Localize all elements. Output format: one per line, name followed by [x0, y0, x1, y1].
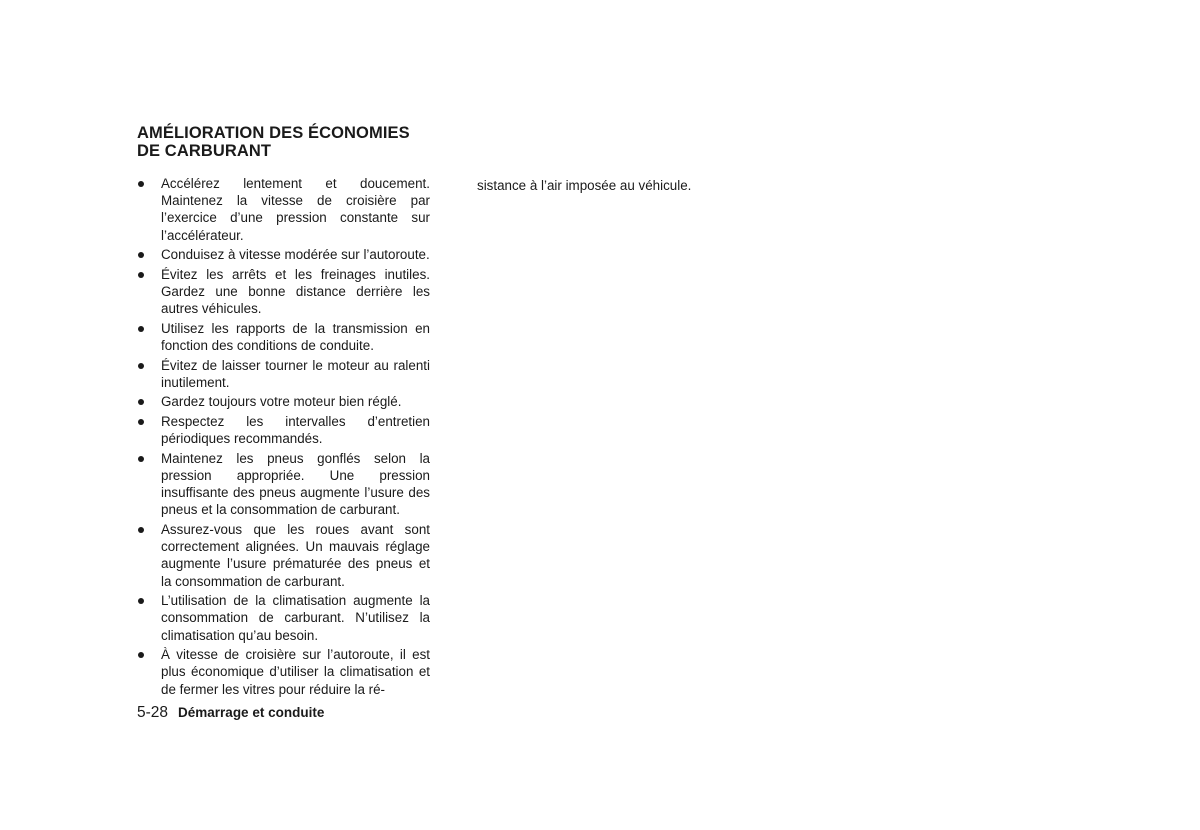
bullet-icon	[138, 399, 144, 405]
list-item	[137, 450, 430, 519]
bullet-icon	[138, 252, 144, 258]
list-item	[137, 246, 430, 263]
list-item	[137, 521, 430, 590]
footer-section-title: Démarrage et conduite	[178, 705, 325, 720]
list-item	[137, 175, 430, 244]
list-item-text: L’utilisation de la climatisation augmente la consommation de carburant. N’utilisez la climatisation qu’au besoin.	[161, 593, 430, 643]
bullet-icon	[138, 527, 144, 533]
bullet-list	[137, 175, 430, 700]
list-item-text: Accélérez lentement et doucement. Maintenez la vitesse de croisière par l’exercice d’une pression constante sur l’accélérateur.	[161, 176, 430, 243]
list-item	[137, 320, 430, 354]
list-item	[137, 646, 430, 698]
bullet-icon	[138, 272, 144, 278]
bullet-icon	[138, 419, 144, 425]
list-item-text: Évitez de laisser tourner le moteur au ralenti inutilement.	[161, 357, 430, 390]
bullet-icon	[138, 598, 144, 604]
list-item-text: À vitesse de croisière sur l’autoroute, il est plus économique d’utiliser la climatisation et de fermer les vitres pour réduire la ré-	[161, 647, 430, 697]
page-footer	[137, 704, 324, 722]
bullet-icon	[138, 181, 144, 187]
bullet-icon	[138, 456, 144, 462]
list-item-text: Conduisez à vitesse modérée sur l’autoroute.	[161, 247, 430, 263]
bullet-icon	[138, 363, 144, 369]
list-item	[137, 357, 430, 391]
list-item-text: Assurez-vous que les roues avant sont correctement alignées. Un mauvais réglage augmente l’usure prématurée des pneus et la consommation de carburant.	[161, 521, 430, 589]
bullet-icon	[138, 326, 144, 332]
list-item	[137, 413, 430, 447]
list-item-text: Gardez toujours votre moteur bien réglé.	[161, 394, 402, 410]
section-heading: AMÉLIORATION DES ÉCONOMIES DE CARBURANT	[137, 124, 410, 160]
list-item	[137, 592, 430, 644]
page-number: 5-28	[137, 704, 169, 721]
list-item-text: Respectez les intervalles d’entretien périodiques recommandés.	[161, 413, 430, 447]
list-item	[137, 266, 430, 318]
list-item-text: Évitez les arrêts et les freinages inutiles. Gardez une bonne distance derrière les autres véhicules.	[161, 266, 430, 317]
continuation-text: sistance à l’air imposée au véhicule.	[477, 178, 692, 193]
list-item-text: Utilisez les rapports de la transmission en fonction des conditions de conduite.	[161, 320, 430, 353]
list-item-text: Maintenez les pneus gonflés selon la pression appropriée. Une pression insuffisante des pneus augmente l’usure des pneus et la consommation de carburant.	[161, 450, 430, 518]
list-item	[137, 393, 430, 410]
bullet-icon	[138, 652, 144, 658]
